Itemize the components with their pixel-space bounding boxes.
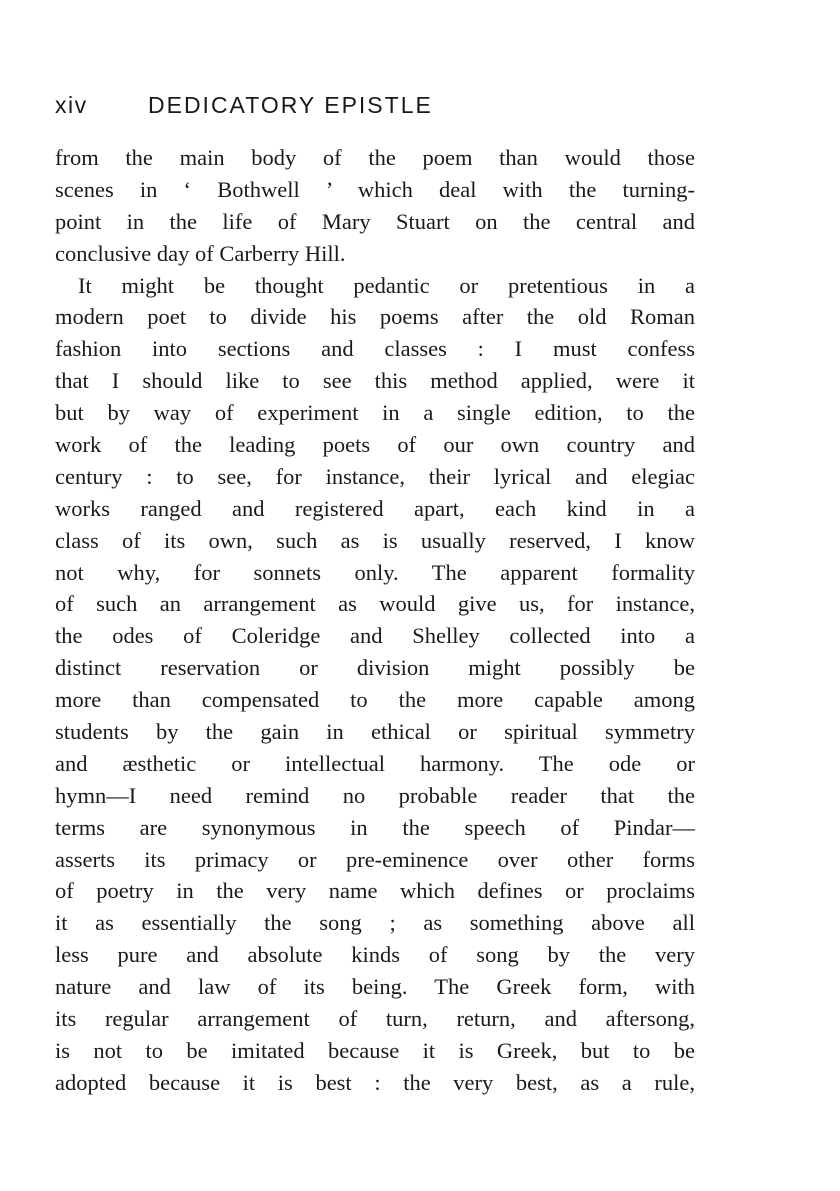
text-line: of such an arrangement as would give us, for instance, <box>55 591 695 617</box>
text-line: nature and law of its being. The Greek form, with <box>55 974 695 1000</box>
text-line: not why, for sonnets only. The apparent formality <box>55 559 695 585</box>
text-line: conclusive day of Carberry Hill. <box>55 240 346 266</box>
text-line: students by the gain in ethical or spiritual symmetry <box>55 719 695 745</box>
text-line: fashion into sections and classes : I must confess <box>55 336 695 362</box>
text-line: point in the life of Mary Stuart on the central and <box>55 208 695 234</box>
text-line: that I should like to see this method applied, were it <box>55 368 695 394</box>
text-line: of poetry in the very name which defines or proclaims <box>55 878 695 904</box>
text-line: the odes of Coleridge and Shelley collected into a <box>55 623 695 649</box>
text-line: from the main body of the poem than would those <box>55 145 695 170</box>
text-line: and æsthetic or intellectual harmony. The ode or <box>55 750 695 776</box>
text-line: asserts its primacy or pre-eminence over other forms <box>55 846 695 872</box>
text-line: adopted because it is best : the very best, as a rule, <box>55 1069 695 1095</box>
page-header <box>55 92 695 128</box>
text-line: distinct reservation or division might possibly be <box>55 655 695 681</box>
text-line: class of its own, such as is usually reserved, I know <box>55 527 695 553</box>
text-line: it as essentially the song ; as something above all <box>55 910 695 936</box>
text-line: is not to be imitated because it is Greek, but to be <box>55 1037 695 1063</box>
text-line: but by way of experiment in a single edition, to the <box>55 400 695 426</box>
text-line: its regular arrangement of turn, return, and aftersong, <box>55 1006 695 1032</box>
paragraph-start-line: It might be thought pedantic or pretentious in a <box>78 272 695 298</box>
text-line: modern poet to divide his poems after the old Roman <box>55 304 695 330</box>
text-line: works ranged and registered apart, each kind in a <box>55 495 695 521</box>
text-line: terms are synonymous in the speech of Pindar— <box>55 814 695 840</box>
text-line: scenes in ‘ Bothwell ’ which deal with the turning- <box>55 176 695 202</box>
running-title: DEDICATORY EPISTLE <box>148 92 433 118</box>
text-line: more than compensated to the more capable among <box>55 687 695 713</box>
page-number: xiv <box>55 92 88 118</box>
text-line: less pure and absolute kinds of song by the very <box>55 942 695 968</box>
text-line: hymn—I need remind no probable reader that the <box>55 782 695 808</box>
body-text <box>55 142 695 1099</box>
text-line: century : to see, for instance, their lyrical and elegiac <box>55 463 695 489</box>
text-line: work of the leading poets of our own country and <box>55 432 695 458</box>
